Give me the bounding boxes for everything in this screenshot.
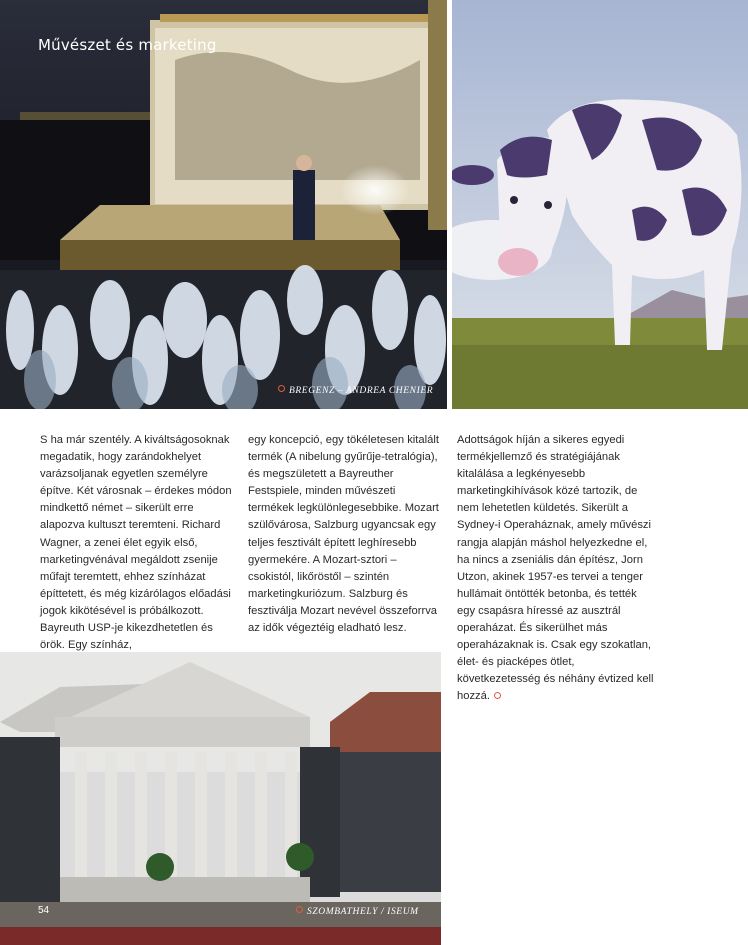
iseum-temple-photo	[0, 652, 441, 945]
caption-bullet-icon	[296, 906, 303, 913]
opera-stage-illustration	[0, 0, 447, 409]
article-paragraph-3: Adottságok híján a sikeres egyedi termékjellemző és stratégiájának kitalálása a legkényesebb marketingkihívások közé tartozik, de nem lehetetlen küldetés. Sikerült a Sydney-i Operaháznak, amely művészi rangja alapján máshol helyezkedne el, ha nincs a zseniális dán építész, Jorn Utzon, akinek 1957-es tervei a tenger hullámait öntötték betonba, és tették egy csapásra híressé az ausztrál operaházat. És sikerülhet más operaházaknak is. Csak egy szokatlan, élet- és piacképes ötlet, következetesség és néhány évtized kell hozzá.	[457, 434, 654, 703]
opera-caption-text: BREGENZ – ANDREA CHENIER	[289, 386, 434, 396]
caption-bullet-icon	[278, 385, 285, 392]
iseum-caption-text: SZOMBATHELY / ISEUM	[307, 907, 419, 917]
article-column-1	[40, 432, 236, 654]
article-end-mark-icon	[494, 692, 501, 699]
article-paragraph-2: egy koncepció, egy tökéletesen kitalált termék (A nibelung gyűrűje-tetralógia), és megszületett a Bayreuther Festspiele, minden művészeti termékek legkülönlegesebbike. Mozart szülővárosa, Salzburg ugyancsak egy teljes fesztivált épített leghíresebb gyermekére. A Mozart-sztori – csokistól, likőröstől – szintén marketingkuriózum. Salzburg és fesztiválja Mozart nevével összeforrva az idők végeztéig eladható lesz.	[248, 434, 439, 635]
article-column-3	[457, 432, 655, 706]
page-number: 54	[38, 905, 50, 916]
opera-photo-caption	[278, 385, 433, 396]
cow-photo	[452, 0, 748, 409]
section-title: Művészet és marketing	[38, 36, 217, 54]
opera-stage-photo	[0, 0, 447, 409]
article-paragraph-1: S ha már szentély. A kiváltságosoknak megadatik, hogy zarándokhelyet varázsoljanak egyetlen személyre építve. Két városnak – érdekes módon mindkettő német – sikerült erre alapozva kultuszt teremteni. Richard Wagner, a zenei élet egyik első, marketingvénával megáldott zsenije műfajt teremtett, ehhez színházat építtetett, és még kizárólagos előadási jogok kikötésével is próbálkozott. Bayreuth USP-je kikezdhetetlen és örök. Egy színház,	[40, 434, 232, 652]
iseum-temple-illustration	[0, 652, 441, 945]
article-column-2	[248, 432, 444, 637]
cow-illustration	[452, 0, 748, 409]
iseum-photo-caption	[296, 906, 419, 917]
